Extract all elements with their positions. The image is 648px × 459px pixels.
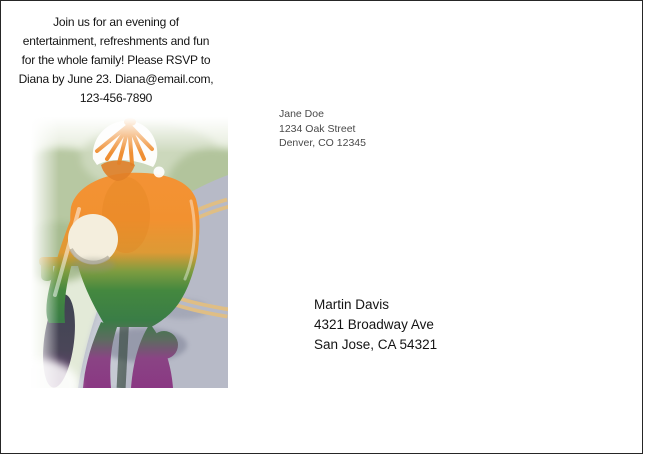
return-address	[279, 107, 366, 151]
cyclist-image	[31, 117, 228, 388]
recipient-address	[314, 295, 437, 355]
invitation-line: Join us for an evening of	[53, 15, 179, 29]
invitation-line: entertainment, refreshments and fun	[22, 34, 210, 48]
invitation-line: 123-456-7890	[79, 91, 153, 105]
invitation-text	[16, 13, 216, 108]
invitation-line: for the whole family! Please RSVP to	[21, 53, 211, 67]
return-address-city: Denver, CO 12345	[279, 137, 366, 149]
invitation-line: Diana by June 23. Diana@email.com,	[18, 72, 214, 86]
recipient-address-name: Martin Davis	[314, 297, 390, 312]
recipient-address-street: 4321 Broadway Ave	[314, 317, 434, 332]
return-address-name: Jane Doe	[279, 108, 324, 120]
recipient-address-city: San Jose, CA 54321	[314, 337, 438, 352]
return-address-street: 1234 Oak Street	[279, 122, 356, 135]
